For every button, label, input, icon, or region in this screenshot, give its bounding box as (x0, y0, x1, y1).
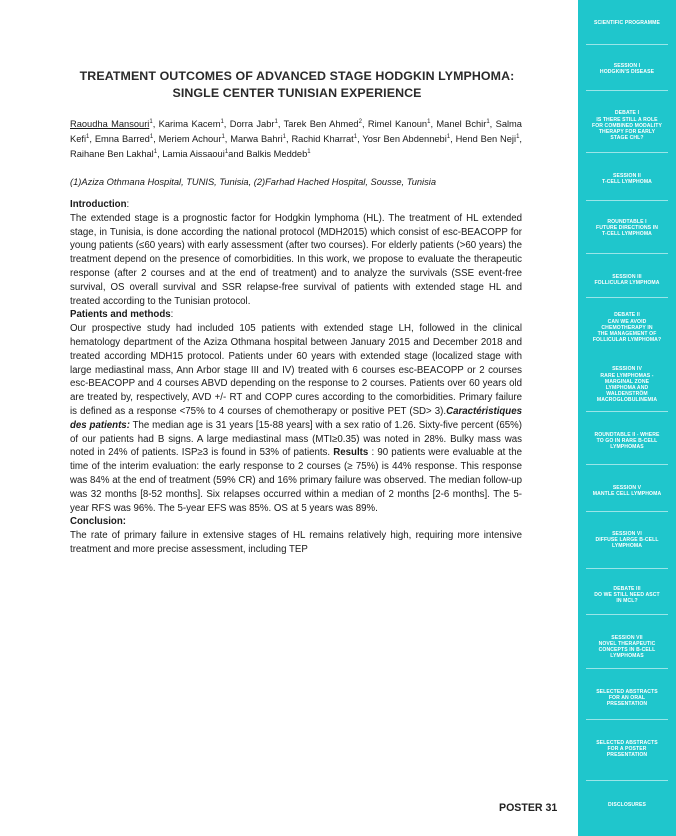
methods-heading-colon: : (170, 309, 174, 321)
author-separator: , (153, 134, 159, 144)
methods-text: Our prospective study had included 105 patients with extended stage LH, followed in the clinical hematology department of the Aziza Othmana hospital between January 2015 and December 2018 and treated according MDH15 protocol. Patients under 60 years with extended stage (localized stage with large mediastinal mass, Ann Arbor stage III and IV) treated with 6 courses esc-BEACOPP or 2 courses esc-BEACOPP and 4 courses ABVD depending on the response to 2 courses. Patients over 60 years old are treated by, respectively, AVD +/- RT and COPP cures according to the comorbidities. Primary failure is defined as a response <75% to 4 courses of chemotherapy or positive PET (SD> 3). (70, 323, 522, 417)
abstract-title (70, 68, 524, 102)
author-affiliation-mark: 1 (149, 118, 153, 125)
sidebar-item[interactable] (586, 422, 668, 460)
sidebar-item-label: SESSION VI DIFFUSE LARGE B-CELL LYMPHOMA (595, 530, 659, 550)
sidebar-item[interactable] (586, 624, 668, 670)
sidebar-item[interactable] (586, 162, 668, 196)
author-name: Tarek Ben Ahmed (283, 119, 359, 129)
sidebar-item-label: SESSION IV RARE LYMPHOMAS - MARGINAL ZONE LYMPHOMA AND WALDENSTRÖM MACROGLOBULINEMIA (596, 366, 658, 404)
author-affiliation-mark: 1 (153, 148, 158, 155)
sidebar-item-label: SESSION III FOLLICULAR LYMPHOMA (594, 273, 660, 286)
sidebar-item-label: SESSION I HODGKIN'S DISEASE (599, 62, 655, 75)
author-affiliation-mark: 1 (307, 148, 311, 155)
sidebar-item[interactable] (586, 578, 668, 612)
author-name: Yosr Ben Abdennebi (362, 134, 447, 144)
author-separator: , (157, 149, 163, 159)
sidebar-item[interactable] (586, 100, 668, 152)
author-affiliation-mark: 2 (358, 118, 362, 125)
sidebar-item-label: DEBATE II CAN WE AVOID CHEMOTHERAPY IN THE MANAGEMENT OF FOLLICULAR LYMPHOMA? (592, 312, 662, 344)
sidebar-item-label: ROUNDTABLE II - WHERE TO GO IN RARE B-CELL LYMPHOMAS (594, 431, 660, 451)
author-name: Rachid Kharrat (291, 134, 354, 144)
methods-heading: Patients and methods (70, 309, 171, 321)
author-name: Rimel Kanoun (367, 119, 428, 129)
author-name: Dorra Jabr (229, 119, 275, 129)
sidebar-item-label: SCIENTIFIC PROGRAMME (594, 19, 660, 26)
intro-heading: Introduction (70, 199, 127, 210)
sidebar-item-label: DEBATE III DO WE STILL NEED ASCT IN MCL? (594, 585, 660, 605)
sidebar-divider (586, 464, 668, 465)
author-list (70, 117, 522, 162)
sidebar-item-label: SESSION II T-CELL LYMPHOMA (602, 172, 652, 185)
methods-paragraph (70, 322, 522, 515)
sidebar-item[interactable] (586, 8, 668, 38)
abstract-body (70, 198, 522, 557)
conclusion-text: The rate of primary failure in extensive stages of HL remains relatively high, requiring more intensive treatment and more precise assessment, including TEP (70, 530, 522, 555)
author-affiliation-mark: 1 (282, 133, 287, 140)
author-separator: , (430, 119, 437, 129)
author-name: Manel Bchir (436, 119, 487, 129)
author-name: Emna Barred (94, 134, 150, 144)
sidebar-divider (586, 297, 668, 298)
sidebar-item[interactable] (586, 208, 668, 248)
sidebar-item[interactable] (586, 52, 668, 86)
sidebar-item[interactable] (586, 474, 668, 508)
sidebar-item[interactable] (586, 356, 668, 414)
affiliations: (1)Aziza Othmana Hospital, TUNIS, Tunisia, (2)Farhad Hached Hospital, Sousse, Tunisia (70, 177, 436, 187)
sidebar-divider (586, 719, 668, 720)
sidebar-item[interactable] (586, 678, 668, 718)
programme-sidebar (578, 0, 676, 836)
sidebar-divider (586, 780, 668, 781)
sidebar-divider (586, 152, 668, 153)
author-affiliation-mark: 1 (516, 133, 520, 140)
sidebar-item-label: DISCLOSURES (608, 801, 646, 808)
author-separator: , (224, 134, 231, 144)
sidebar-item-label: ROUNDTABLE I FUTURE DIRECTIONS IN T-CELL LYMPHOMA (596, 218, 658, 238)
author-name: Raihane Ben Lakhal (70, 149, 154, 159)
author-separator: , (489, 119, 496, 129)
methods-heading-line (70, 308, 522, 322)
sidebar-divider (586, 44, 668, 45)
sidebar-divider (586, 90, 668, 91)
characteristics-text: The median age is 31 years [15-88 years] with a sex ratio of 1.26. Sixty-five percent (65%) of our patients had B signs. A large mediastinal mass (MTI≥0.35) was noted in 28%. Bulky mass was noted in 24% of patients. ISP≥3 is found in 53% of patients. (70, 419, 522, 459)
sidebar-item[interactable] (586, 521, 668, 559)
author-separator: , (286, 134, 292, 144)
author-separator: and (228, 149, 247, 159)
sidebar-item[interactable] (586, 263, 668, 297)
author-name: Balkis Meddeb (246, 149, 308, 159)
author-separator: , (223, 119, 230, 129)
author-affiliation-mark: 1 (86, 133, 90, 140)
conclusion-heading: Conclusion: (70, 516, 126, 528)
sidebar-item-label: SELECTED ABSTRACTS FOR AN ORAL PRESENTATION (596, 688, 658, 708)
title-line-1: TREATMENT OUTCOMES OF ADVANCED STAGE HODGKIN LYMPHOMA: (79, 69, 515, 83)
author-name: Meriem Achour (158, 134, 222, 144)
author-separator: , (519, 134, 522, 144)
author-name: Salma Kefi (70, 119, 522, 144)
characteristics-heading: Caractéristiques des patients: (70, 405, 522, 431)
author-name: Hend Ben Neji (455, 134, 517, 144)
sidebar-divider (586, 411, 668, 412)
author-affiliation-mark: 1 (224, 148, 229, 155)
author-name: Lamia Aissaoui (162, 149, 225, 159)
sidebar-divider (586, 568, 668, 569)
author-separator: , (152, 119, 159, 129)
results-heading: Results (333, 447, 369, 459)
author-affiliation-mark: 1 (149, 133, 154, 140)
sidebar-divider (586, 511, 668, 512)
intro-text: The extended stage is a prognostic factor for Hodgkin lymphoma (HL). The treatment of HL extended stage, in Tunisia, is done according the national protocol (MDH2015) which consist of esc-BEACOPP for young patients (≤60 years) with early assessment (after two courses). For elderly patients (>60 years) the treatment depend on the presence of comorbidities. In this work, we propose to evaluate the therapeutic response (after 2 courses and at the end of treatment) and to analyze the survivals (SSE event-free survival, OS overall survival and SSR relapse-free survival of patients with extended stage HL and treated according to the Tunisian protocol. (70, 212, 522, 307)
author-separator: , (450, 134, 456, 144)
author-name: Karima Kacem (158, 119, 221, 129)
author-separator: , (361, 119, 368, 129)
author-affiliation-mark: 1 (274, 118, 278, 125)
author-separator: , (277, 119, 284, 129)
sidebar-item[interactable] (586, 729, 668, 769)
author-affiliation-mark: 1 (427, 118, 431, 125)
intro-heading-colon: : (126, 199, 130, 210)
author-affiliation-mark: 1 (446, 133, 451, 140)
sidebar-divider (586, 614, 668, 615)
author-affiliation-mark: 1 (220, 118, 224, 125)
author-name: Marwa Bahri (230, 134, 283, 144)
sidebar-item-label: DEBATE I IS THERE STILL A ROLE FOR COMBINED MODALITY THERAPY FOR EARLY STAGE CHL? (591, 110, 662, 142)
author-separator: , (357, 134, 363, 144)
sidebar-item-label: SELECTED ABSTRACTS FOR A POSTER PRESENTATION (596, 739, 658, 759)
sidebar-item-label: SESSION VII NOVEL THERAPEUTIC CONCEPTS IN B-CELL LYMPHOMAS (598, 634, 656, 660)
sidebar-item[interactable] (586, 305, 668, 351)
title-line-2: SINGLE CENTER TUNISIAN EXPERIENCE (172, 86, 422, 100)
author-affiliation-mark: 1 (353, 133, 358, 140)
sidebar-divider (586, 200, 668, 201)
sidebar-divider (586, 668, 668, 669)
author-name: Raoudha Mansouri (70, 119, 150, 129)
poster-number: POSTER 31 (499, 802, 558, 814)
results-text: : 90 patients were evaluable at the time of the interim evaluation: the early response to 2 courses (≥ 75%) is 44% response. This response was 84% at the end of treatment (59% CR) and 16% primary failure was observed. The median follow-up was 32 months [8-52 months]. Six relapses occurred within a median of 2 months [2-6 months]. The 5-year RFS was 96%. The 5-year EFS was 85%. OS at 5 years was 89%. (70, 447, 522, 514)
author-separator: , (89, 134, 95, 144)
author-affiliation-mark: 1 (221, 133, 225, 140)
intro-heading-line (70, 198, 522, 212)
author-affiliation-mark: 1 (486, 118, 490, 125)
sidebar-item-label: SESSION V MANTLE CELL LYMPHOMA (592, 484, 662, 497)
sidebar-divider (586, 253, 668, 254)
sidebar-item[interactable] (586, 790, 668, 820)
